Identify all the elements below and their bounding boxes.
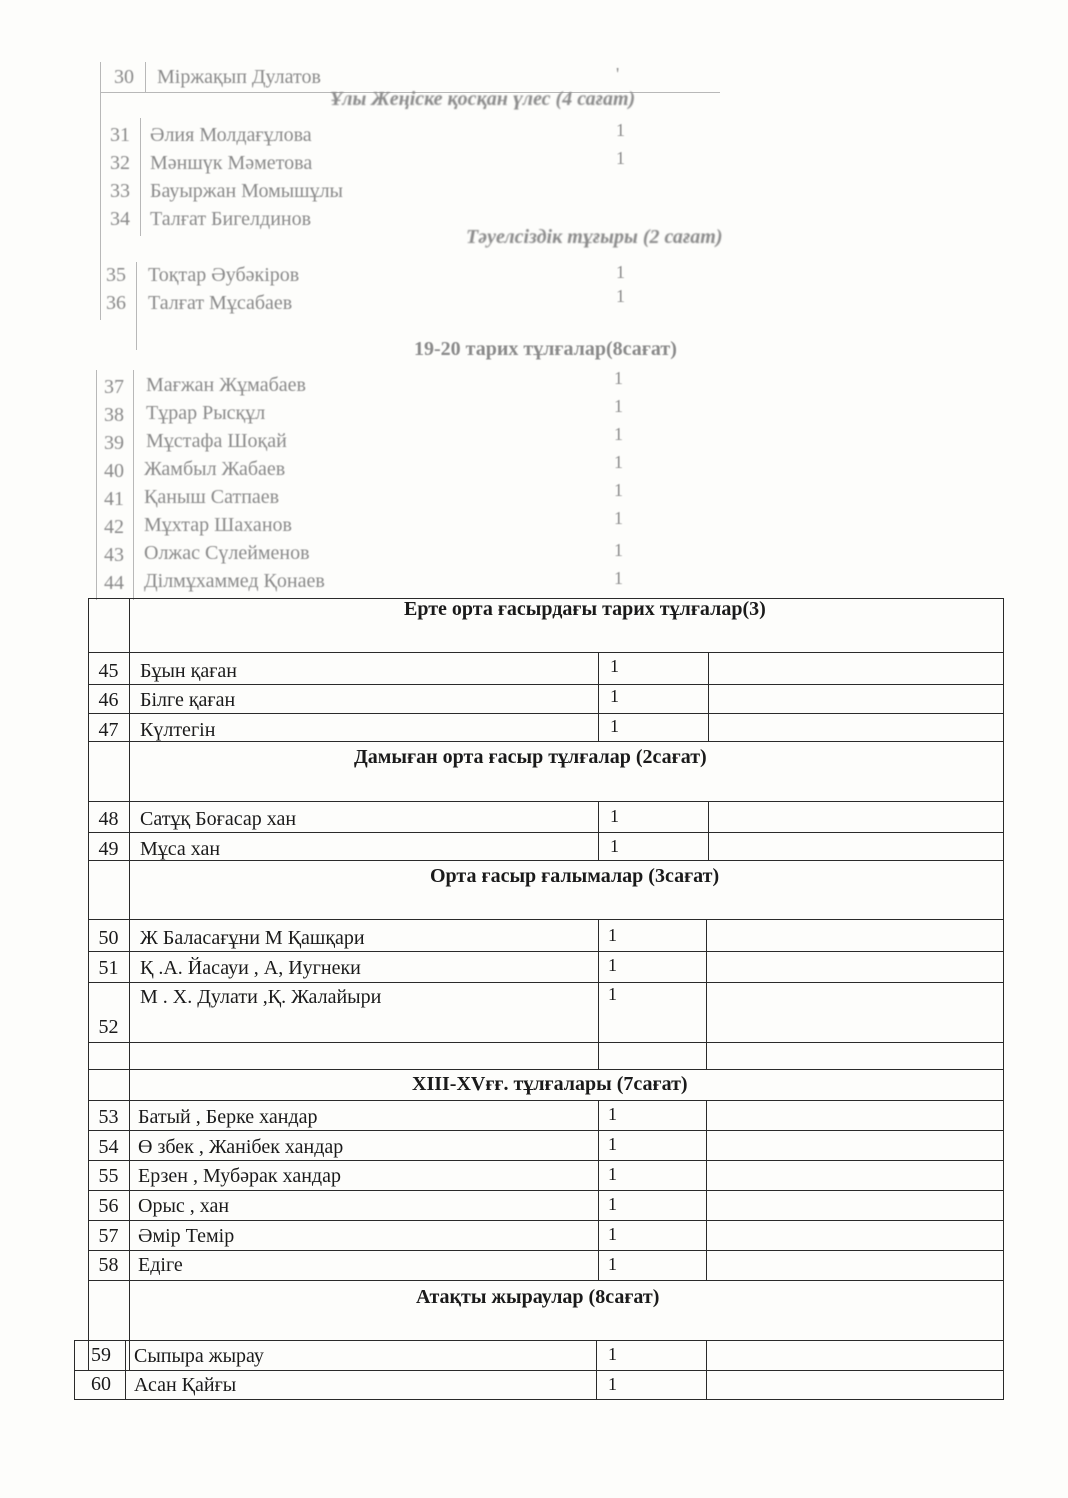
person-name: Қ .А. Йасауи , А, Иугнеки — [140, 957, 361, 979]
hours-value: 1 — [610, 806, 619, 826]
row-number: 53 — [98, 1106, 119, 1128]
person-name: Күлтегін — [140, 719, 216, 741]
person-name: Едіге — [138, 1254, 183, 1276]
row-number: 59 — [91, 1344, 111, 1366]
hours-value: 1 — [614, 368, 623, 388]
hours-value: 1 — [608, 1224, 617, 1244]
row-number: 35 — [106, 264, 126, 286]
section-heading: Ұлы Жеңіске қосқан үлес (4 сағат) — [330, 88, 636, 110]
person-name: Ерзен , Мубәрак хандар — [138, 1165, 341, 1187]
row-number: 52 — [98, 1016, 119, 1038]
row-number: 44 — [104, 572, 124, 594]
hours-value: 1 — [610, 836, 619, 856]
person-name: Тұрар Рысқұл — [146, 402, 266, 424]
person-name: Жамбыл Жабаев — [144, 458, 286, 480]
row-number: 40 — [104, 460, 124, 482]
person-name: Мағжан Жұмабаев — [146, 374, 306, 396]
person-name: Әлия Молдағұлова — [150, 124, 312, 146]
hours-value: 1 — [610, 716, 619, 736]
person-name: Асан Қайғы — [134, 1374, 237, 1396]
row-number: 46 — [98, 689, 119, 711]
section-heading-zhyrau: Атақты жыраулар (8сағат) — [416, 1286, 660, 1308]
hours-value: 1 — [608, 1164, 617, 1184]
person-name: Бұын қаған — [140, 660, 238, 682]
person-name: Білге қаған — [140, 689, 236, 711]
person-name: Мәншүк Мәметова — [150, 152, 313, 174]
hours-value: 1 — [608, 925, 617, 945]
hours-value: 1 — [610, 656, 619, 676]
row-number: 32 — [110, 152, 130, 174]
hours-value: 1 — [614, 452, 623, 472]
row-number: 39 — [104, 432, 124, 454]
row-number: 58 — [98, 1254, 119, 1276]
section-heading: 19-20 тарих тұлғалар(8сағат) — [414, 338, 677, 360]
hours-value: 1 — [614, 568, 623, 588]
row-number: 33 — [110, 180, 130, 202]
row-number: 34 — [110, 208, 130, 230]
person-name: Әмір Темір — [138, 1225, 235, 1247]
row-number: 38 — [104, 404, 124, 426]
section-heading: Тәуелсіздік тұғыры (2 сағат) — [466, 226, 723, 248]
row-number: 41 — [104, 488, 124, 510]
row-number: 57 — [98, 1225, 119, 1247]
row-number: 36 — [106, 292, 126, 314]
person-name: Олжас Сүлейменов — [144, 542, 310, 564]
row-number: 47 — [98, 719, 119, 741]
row-number: 50 — [98, 927, 119, 949]
person-name: Міржақып Дулатов — [157, 66, 321, 88]
hours-value: 1 — [614, 480, 623, 500]
hours-value: 1 — [616, 120, 625, 140]
section-heading-13-15: XIII-XVғғ. тұлғалары (7сағат) — [412, 1073, 688, 1095]
hours-value: 1 — [608, 1374, 617, 1394]
person-name: Талғат Мұсабаев — [148, 292, 293, 314]
hours-value: 1 — [608, 1104, 617, 1124]
hours-value: 1 — [608, 1344, 617, 1364]
hours-value: 1 — [614, 396, 623, 416]
section-heading-early: Ерте орта ғасырдағы тарих тұлғалар(3) — [404, 598, 766, 620]
hours-value: 1 — [614, 540, 623, 560]
row-number: 55 — [98, 1165, 119, 1187]
row-number: 48 — [98, 808, 119, 830]
hours-value: 1 — [608, 1194, 617, 1214]
person-name: Мұстафа Шоқай — [146, 430, 287, 452]
hours-value: 1 — [610, 686, 619, 706]
hours-value: 1 — [608, 1134, 617, 1154]
row-number: 42 — [104, 516, 124, 538]
hours-value: 1 — [608, 984, 617, 1004]
row-number: 31 — [110, 124, 130, 146]
person-name: Мұса хан — [140, 838, 221, 860]
person-name: Батый , Берке хандар — [138, 1106, 318, 1128]
hours-value: 1 — [616, 286, 625, 306]
person-name: Мұхтар Шаханов — [144, 514, 292, 536]
person-name: Сыпыра жырау — [134, 1345, 264, 1367]
hours-value: 1 — [608, 1254, 617, 1274]
row-number: 54 — [98, 1136, 119, 1158]
hours-value: 1 — [614, 424, 623, 444]
hours-value: 1 — [608, 955, 617, 975]
row-number: 30 — [114, 66, 134, 88]
person-name: Сатұқ Боғасар хан — [140, 808, 297, 830]
row-number: 56 — [98, 1195, 119, 1217]
row-number: 60 — [91, 1373, 111, 1395]
hours-value: ' — [616, 64, 620, 84]
person-name: Ө збек , Жанібек хандар — [138, 1136, 344, 1158]
hours-value: 1 — [616, 148, 625, 168]
person-name: Талғат Бигелдинов — [150, 208, 312, 230]
row-number: 43 — [104, 544, 124, 566]
person-name: Ділмұхаммед Қонаев — [144, 570, 325, 592]
section-heading-developed: Дамыған орта ғасыр тұлғалар (2сағат) — [354, 746, 707, 768]
person-name: Орыс , хан — [138, 1195, 230, 1217]
person-name: Қаныш Сатпаев — [144, 486, 280, 508]
row-number: 45 — [98, 660, 119, 682]
person-name: М . Х. Дулати ,Қ. Жалайыри — [140, 986, 382, 1008]
hours-value: 1 — [616, 262, 625, 282]
person-name: Ж Баласағұни М Қашқари — [140, 927, 365, 949]
row-number: 49 — [98, 838, 119, 860]
person-name: Бауыржан Момышұлы — [150, 180, 343, 202]
hours-value: 1 — [614, 508, 623, 528]
section-heading-scholars: Орта ғасыр ғалымалар (3сағат) — [430, 865, 720, 887]
row-number: 51 — [98, 957, 119, 979]
row-number: 37 — [104, 376, 124, 398]
person-name: Тоқтар Әубәкіров — [148, 264, 300, 286]
